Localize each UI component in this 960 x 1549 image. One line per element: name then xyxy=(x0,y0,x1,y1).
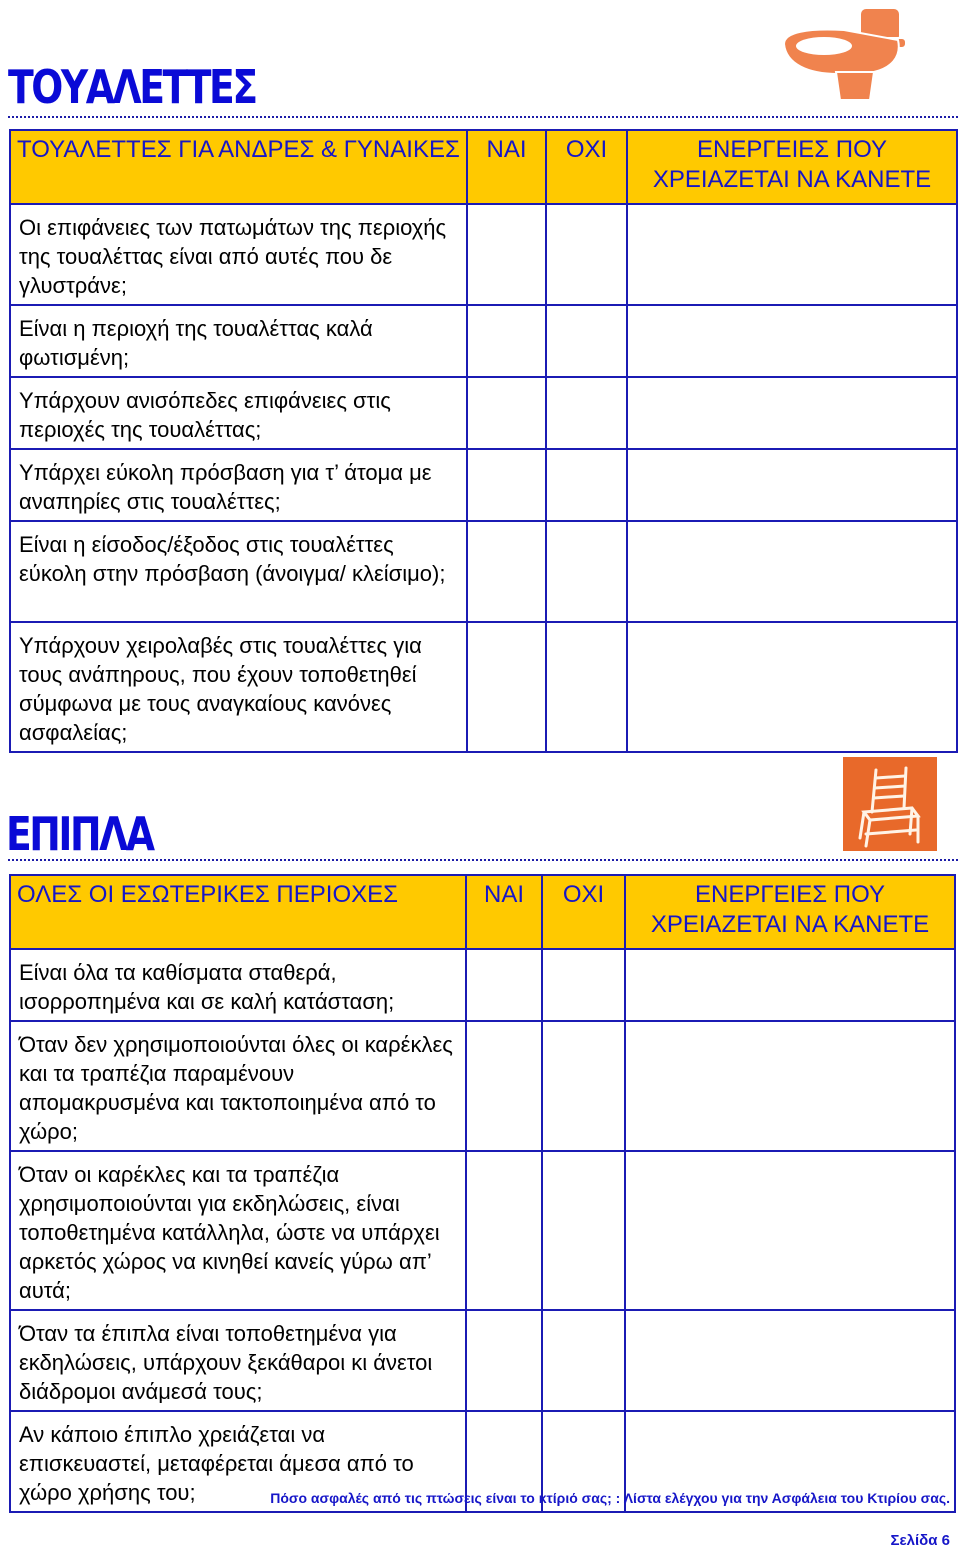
toilets-checklist xyxy=(9,129,958,753)
question-text: Υπάρχουν χειρολαβές στις τουαλέττες για τους ανάπηρους, που έχουν τοποθετηθεί σύμφωνα με τους αναγκαίους κανόνες ασφαλείας; xyxy=(10,622,467,752)
toilets-header-row xyxy=(10,130,957,204)
toilets-yes-header: ΝΑΙ xyxy=(467,130,546,204)
actions-cell[interactable] xyxy=(625,1021,955,1151)
no-cell[interactable] xyxy=(546,204,627,305)
yes-cell[interactable] xyxy=(467,204,546,305)
actions-cell[interactable] xyxy=(627,449,957,521)
question-text: Είναι η περιοχή της τουαλέττας καλά φωτισμένη; xyxy=(10,305,467,377)
furniture-divider xyxy=(8,859,958,861)
question-text: Όταν δεν χρησιμοποιούνται όλες οι καρέκλες και τα τραπέζια παραμένουν απομακρυσμένα και τακτοποιημένα από το χώρο; xyxy=(10,1021,466,1151)
actions-cell[interactable] xyxy=(627,622,957,752)
table-row xyxy=(10,449,957,521)
table-row xyxy=(10,305,957,377)
yes-cell[interactable] xyxy=(467,305,546,377)
no-cell[interactable] xyxy=(542,1021,625,1151)
table-row xyxy=(10,949,955,1021)
no-cell[interactable] xyxy=(542,1310,625,1411)
question-text: Αν κάποιο έπιπλο χρειάζεται να επισκευαστεί, μεταφέρεται άμεσα από το χώρο χρήσης του; xyxy=(10,1411,466,1512)
question-text: Οι επιφάνειες των πατωμάτων της περιοχής της τουαλέττας είναι από αυτές που δε γλυστράνε; xyxy=(10,204,467,305)
furniture-yes-header: ΝΑΙ xyxy=(466,875,542,949)
table-row xyxy=(10,521,957,622)
yes-cell[interactable] xyxy=(467,521,546,622)
furniture-no-header: ΟΧΙ xyxy=(542,875,625,949)
furniture-section-title: ΕΠΙΠΛΑ xyxy=(6,807,153,861)
question-text: Είναι η είσοδος/έξοδος στις τουαλέττες εύκολη στην πρόσβαση (άνοιγμα/ κλείσιμο); xyxy=(10,521,467,622)
table-row xyxy=(10,1021,955,1151)
question-text: Όταν τα έπιπλα είναι τοποθετημένα για εκδηλώσεις, υπάρχουν ξεκάθαροι κι άνετοι διάδρομοι ανάμεσά τους; xyxy=(10,1310,466,1411)
page-number: Σελίδα 6 xyxy=(890,1532,950,1549)
table-row xyxy=(10,1310,955,1411)
question-text: Υπάρχει εύκολη πρόσβαση για τ’ άτομα με αναπηρίες στις τουαλέττες; xyxy=(10,449,467,521)
toilets-no-header: ΟΧΙ xyxy=(546,130,627,204)
toilet-icon xyxy=(778,2,908,102)
yes-cell[interactable] xyxy=(467,449,546,521)
chair-icon xyxy=(842,756,938,852)
no-cell[interactable] xyxy=(546,622,627,752)
question-text: Είναι όλα τα καθίσματα σταθερά, ισορροπημένα και σε καλή κατάσταση; xyxy=(10,949,466,1021)
yes-cell[interactable] xyxy=(466,1310,542,1411)
furniture-header-row xyxy=(10,875,955,949)
actions-cell[interactable] xyxy=(627,521,957,622)
yes-cell[interactable] xyxy=(467,622,546,752)
table-row xyxy=(10,377,957,449)
furniture-category-header: ΟΛΕΣ ΟΙ ΕΣΩΤΕΡΙΚΕΣ ΠΕΡΙΟΧΕΣ xyxy=(10,875,466,949)
table-row xyxy=(10,204,957,305)
table-row xyxy=(10,1151,955,1310)
toilets-divider xyxy=(8,116,958,118)
no-cell[interactable] xyxy=(546,521,627,622)
yes-cell[interactable] xyxy=(466,1151,542,1310)
no-cell[interactable] xyxy=(542,1151,625,1310)
toilets-section-title: ΤΟΥΑΛΕΤΤΕΣ xyxy=(8,60,256,114)
actions-cell[interactable] xyxy=(625,1151,955,1310)
actions-cell[interactable] xyxy=(627,305,957,377)
actions-cell[interactable] xyxy=(627,204,957,305)
furniture-checklist xyxy=(9,874,956,1513)
toilets-category-header: ΤΟΥΑΛΕΤΤΕΣ ΓΙΑ ΑΝΔΡΕΣ & ΓΥΝΑΙΚΕΣ xyxy=(10,130,467,204)
furniture-actions-header: ΕΝΕΡΓΕΙΕΣ ΠΟΥ ΧΡΕΙΑΖΕΤΑΙ ΝΑ ΚΑΝΕΤΕ xyxy=(625,875,955,949)
no-cell[interactable] xyxy=(546,449,627,521)
toilets-actions-header: ΕΝΕΡΓΕΙΕΣ ΠΟΥ ΧΡΕΙΑΖΕΤΑΙ ΝΑ ΚΑΝΕΤΕ xyxy=(627,130,957,204)
table-row xyxy=(10,622,957,752)
yes-cell[interactable] xyxy=(467,377,546,449)
actions-cell[interactable] xyxy=(625,1310,955,1411)
yes-cell[interactable] xyxy=(466,949,542,1021)
actions-cell[interactable] xyxy=(627,377,957,449)
no-cell[interactable] xyxy=(542,949,625,1021)
question-text: Όταν οι καρέκλες και τα τραπέζια χρησιμοποιούνται για εκδηλώσεις, είναι τοποθετημένα κατάλληλα, ώστε να υπάρχει αρκετός χώρος να κινηθεί κανείς γύρω απ’ αυτά; xyxy=(10,1151,466,1310)
question-text: Υπάρχουν ανισόπεδες επιφάνειες στις περιοχές της τουαλέττας; xyxy=(10,377,467,449)
footer-caption: Πόσο ασφαλές από τις πτώσεις είναι το κτίριό σας; : Λίστα ελέγχου για την Ασφάλεια του Κτιρίου σας. xyxy=(270,1490,950,1506)
actions-cell[interactable] xyxy=(625,949,955,1021)
no-cell[interactable] xyxy=(546,377,627,449)
no-cell[interactable] xyxy=(546,305,627,377)
yes-cell[interactable] xyxy=(466,1021,542,1151)
